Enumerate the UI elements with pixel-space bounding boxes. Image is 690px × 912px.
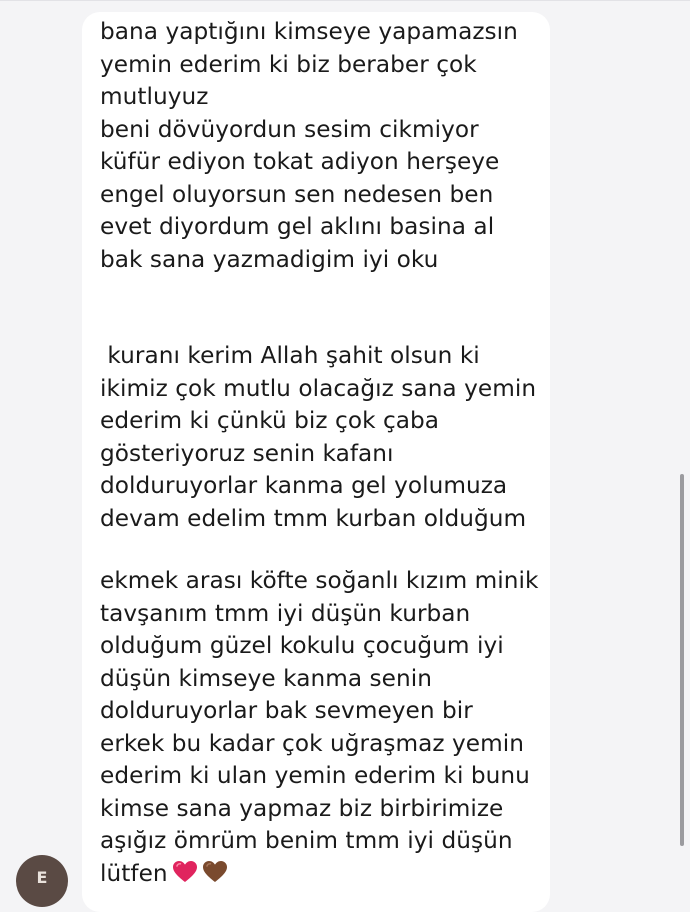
message-line: bak sana yazmadigim iyi oku: [100, 245, 439, 273]
message-line: evet diyordum gel aklını basina al: [100, 213, 495, 240]
message-line: engel oluyorsun sen nedesen ben: [100, 180, 494, 208]
message-line: ekmek arası köfte soğanlı kızım minik: [100, 567, 539, 594]
brown-heart-icon: [202, 860, 228, 884]
message-line: beni dövüyordun sesim cikmiyor: [100, 115, 479, 143]
avatar[interactable]: [16, 855, 68, 907]
message-line-text: lütfen: [100, 859, 168, 887]
message-line: dolduruyorlar kanma gel yolumuza: [100, 472, 508, 499]
red-heart-icon: [172, 860, 198, 884]
message-line: bana yaptığını kimseye yapamazsın: [100, 18, 518, 45]
message-line: küfür ediyon tokat adiyon herşeye: [100, 148, 500, 175]
scrollbar[interactable]: [680, 474, 684, 846]
message-line: ikimiz çok mutlu olacağız sana yemin: [100, 374, 537, 402]
message-line: kimse sana yapmaz biz birbirimize: [100, 794, 504, 822]
message-line: yemin ederim ki biz beraber çok: [100, 50, 477, 78]
message-line: dolduruyorlar bak sevmeyen bir: [100, 697, 473, 724]
message-line: erkek bu kadar çok uğraşmaz yemin: [100, 729, 524, 757]
message-line: devam edelim tmm kurban olduğum: [100, 504, 527, 532]
message-line: düşün kimseye kanma senin: [100, 664, 432, 692]
message-line: aşığız ömrüm benim tmm iyi düşün: [100, 827, 513, 854]
message-line: mutluyuz: [100, 83, 209, 110]
message-last-line: [100, 858, 228, 890]
message-line: gösteriyoruz senin kafanı: [100, 439, 394, 467]
avatar-initial: E: [36, 868, 48, 887]
message-line: tavşanım tmm iyi düşün kurban: [100, 599, 471, 627]
message-line: ederim ki çünkü biz çok çaba: [100, 407, 440, 434]
message-line: kuranı kerim Allah şahit olsun ki: [100, 342, 480, 369]
message-line: olduğum güzel kokulu çocuğum iyi: [100, 632, 504, 659]
message-line: ederim ki ulan yemin ederim ki bunu: [100, 762, 530, 789]
